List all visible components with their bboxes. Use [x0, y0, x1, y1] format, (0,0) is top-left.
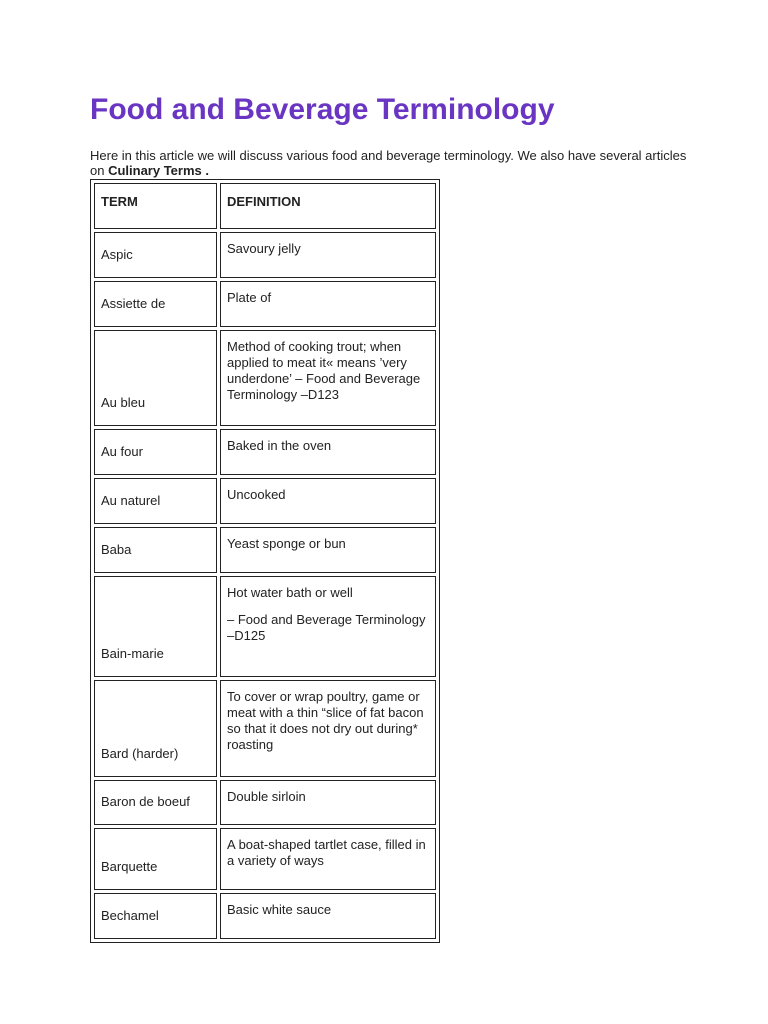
definition-text: Baked in the oven — [227, 438, 332, 453]
term-cell: Barquette — [94, 828, 217, 890]
definition-text: Uncooked — [227, 487, 286, 502]
definition-text: Yeast sponge or bun — [227, 536, 346, 551]
header-definition: DEFINITION — [220, 183, 436, 229]
term-cell: Aspic — [94, 232, 217, 278]
table-row — [94, 330, 436, 426]
table-row — [94, 576, 436, 677]
table-row — [94, 232, 436, 278]
table-row — [94, 281, 436, 327]
definition-text: – Food and Beverage Terminology –D125 — [227, 612, 426, 643]
term-cell: Baron de boeuf — [94, 780, 217, 825]
definition-cell — [220, 478, 436, 524]
term-cell: Baba — [94, 527, 217, 573]
table-row — [94, 478, 436, 524]
definition-text: Savoury jelly — [227, 241, 301, 256]
table-row — [94, 780, 436, 825]
definition-text: Double sirloin — [227, 789, 306, 804]
table-row — [94, 680, 436, 777]
definition-text: Method of cooking trout; when applied to meat it« means ’very underdone’ – Food and Beverage Terminology –D123 — [227, 339, 421, 402]
definition-cell — [220, 527, 436, 573]
definition-text: Basic white sauce — [227, 902, 332, 917]
term-cell: Bechamel — [94, 893, 217, 939]
definition-text: A boat-shaped tartlet case, filled in a variety of ways — [227, 837, 426, 868]
term-cell: Bard (harder) — [94, 680, 217, 777]
term-cell: Assiette de — [94, 281, 217, 327]
definition-cell — [220, 330, 436, 426]
definition-text: To cover or wrap poultry, game or meat with a thin “slice of fat bacon so that it does not dry out during* roasting — [227, 689, 424, 752]
table-row — [94, 828, 436, 890]
definition-cell — [220, 680, 436, 777]
table-header-row — [94, 183, 436, 229]
culinary-terms-link[interactable]: Culinary Terms . — [108, 163, 209, 178]
intro-paragraph — [90, 148, 690, 178]
definition-cell — [220, 780, 436, 825]
terminology-table — [90, 179, 440, 943]
page-title: Food and Beverage Terminology — [90, 93, 555, 126]
terminology-table-wrapper — [90, 179, 440, 943]
definition-cell — [220, 281, 436, 327]
term-cell: Au four — [94, 429, 217, 475]
intro-text: Here in this article we will discuss various food and beverage terminology. We also have several articles on — [90, 148, 687, 178]
definition-text: Plate of — [227, 290, 272, 305]
header-term: TERM — [94, 183, 217, 229]
term-cell: Au naturel — [94, 478, 217, 524]
definition-cell — [220, 893, 436, 939]
term-cell: Bain-marie — [94, 576, 217, 677]
table-row — [94, 527, 436, 573]
table-row — [94, 893, 436, 939]
definition-cell — [220, 576, 436, 677]
table-row — [94, 429, 436, 475]
definition-cell — [220, 232, 436, 278]
definition-cell — [220, 429, 436, 475]
definition-text: Hot water bath or well — [227, 585, 353, 600]
term-cell: Au bleu — [94, 330, 217, 426]
definition-cell — [220, 828, 436, 890]
